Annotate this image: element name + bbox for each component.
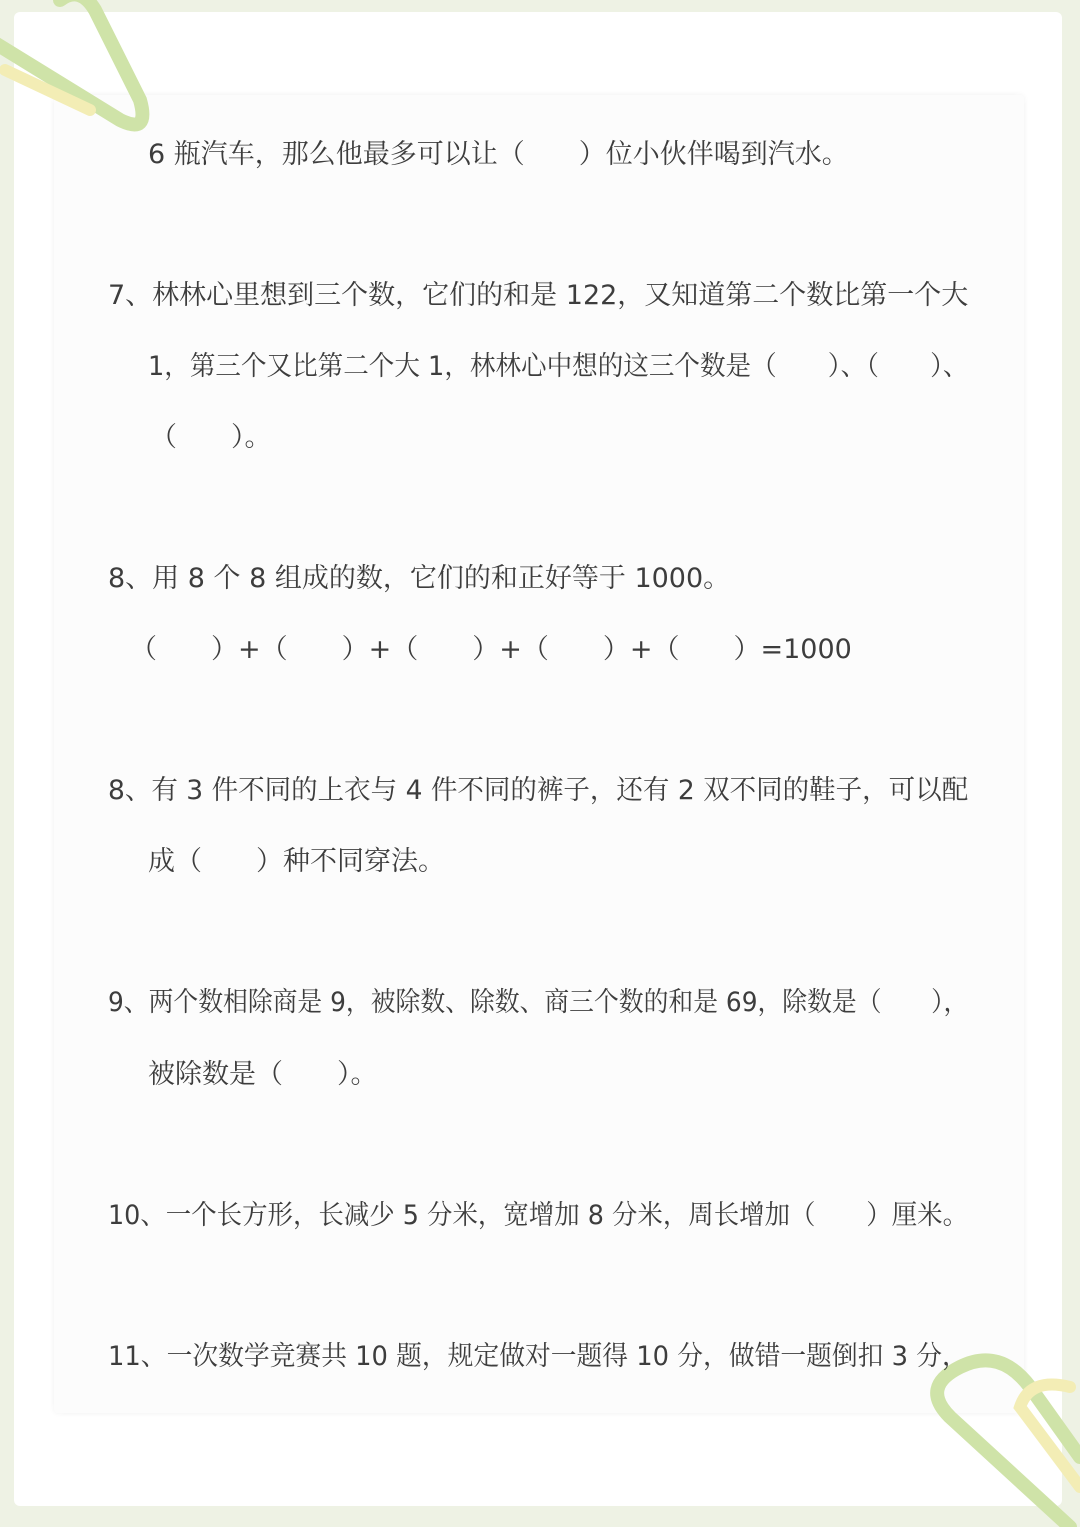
question-8b-line-1: 8、有 3 件不同的上衣与 4 件不同的裤子，还有 2 双不同的鞋子，可以配 (108, 775, 969, 806)
question-7-line-1: 7、林林心里想到三个数，它们的和是 122，又知道第二个数比第一个大 (108, 280, 969, 311)
question-7-line-2: 1，第三个又比第二个大 1，林林心中想的这三个数是（ ）、（ ）、 (148, 351, 969, 382)
question-8a-line-1: 8、用 8 个 8 组成的数，它们的和正好等于 1000。 (108, 563, 731, 594)
question-11-line-1: 11、一次数学竞赛共 10 题，规定做对一题得 10 分，做错一题倒扣 3 分， (108, 1341, 968, 1372)
question-10-line-1: 10、一个长方形，长减少 5 分米，宽增加 8 分米，周长增加（ ）厘米。 (108, 1200, 969, 1231)
question-9-line-2: 被除数是（ ）。 (148, 1059, 378, 1090)
question-6-continuation: 6 瓶汽车，那么他最多可以让（ ）位小伙伴喝到汽水。 (148, 139, 849, 170)
question-9-line-1: 9、两个数相除商是 9，被除数、除数、商三个数的和是 69，除数是（ ）， (108, 987, 969, 1018)
question-7-line-3: （ ）。 (150, 422, 272, 453)
question-8a-equation: （ ）+（ ）+（ ）+（ ）+（ ）=1000 (130, 634, 852, 665)
question-8b-line-2: 成（ ）种不同穿法。 (148, 846, 445, 877)
